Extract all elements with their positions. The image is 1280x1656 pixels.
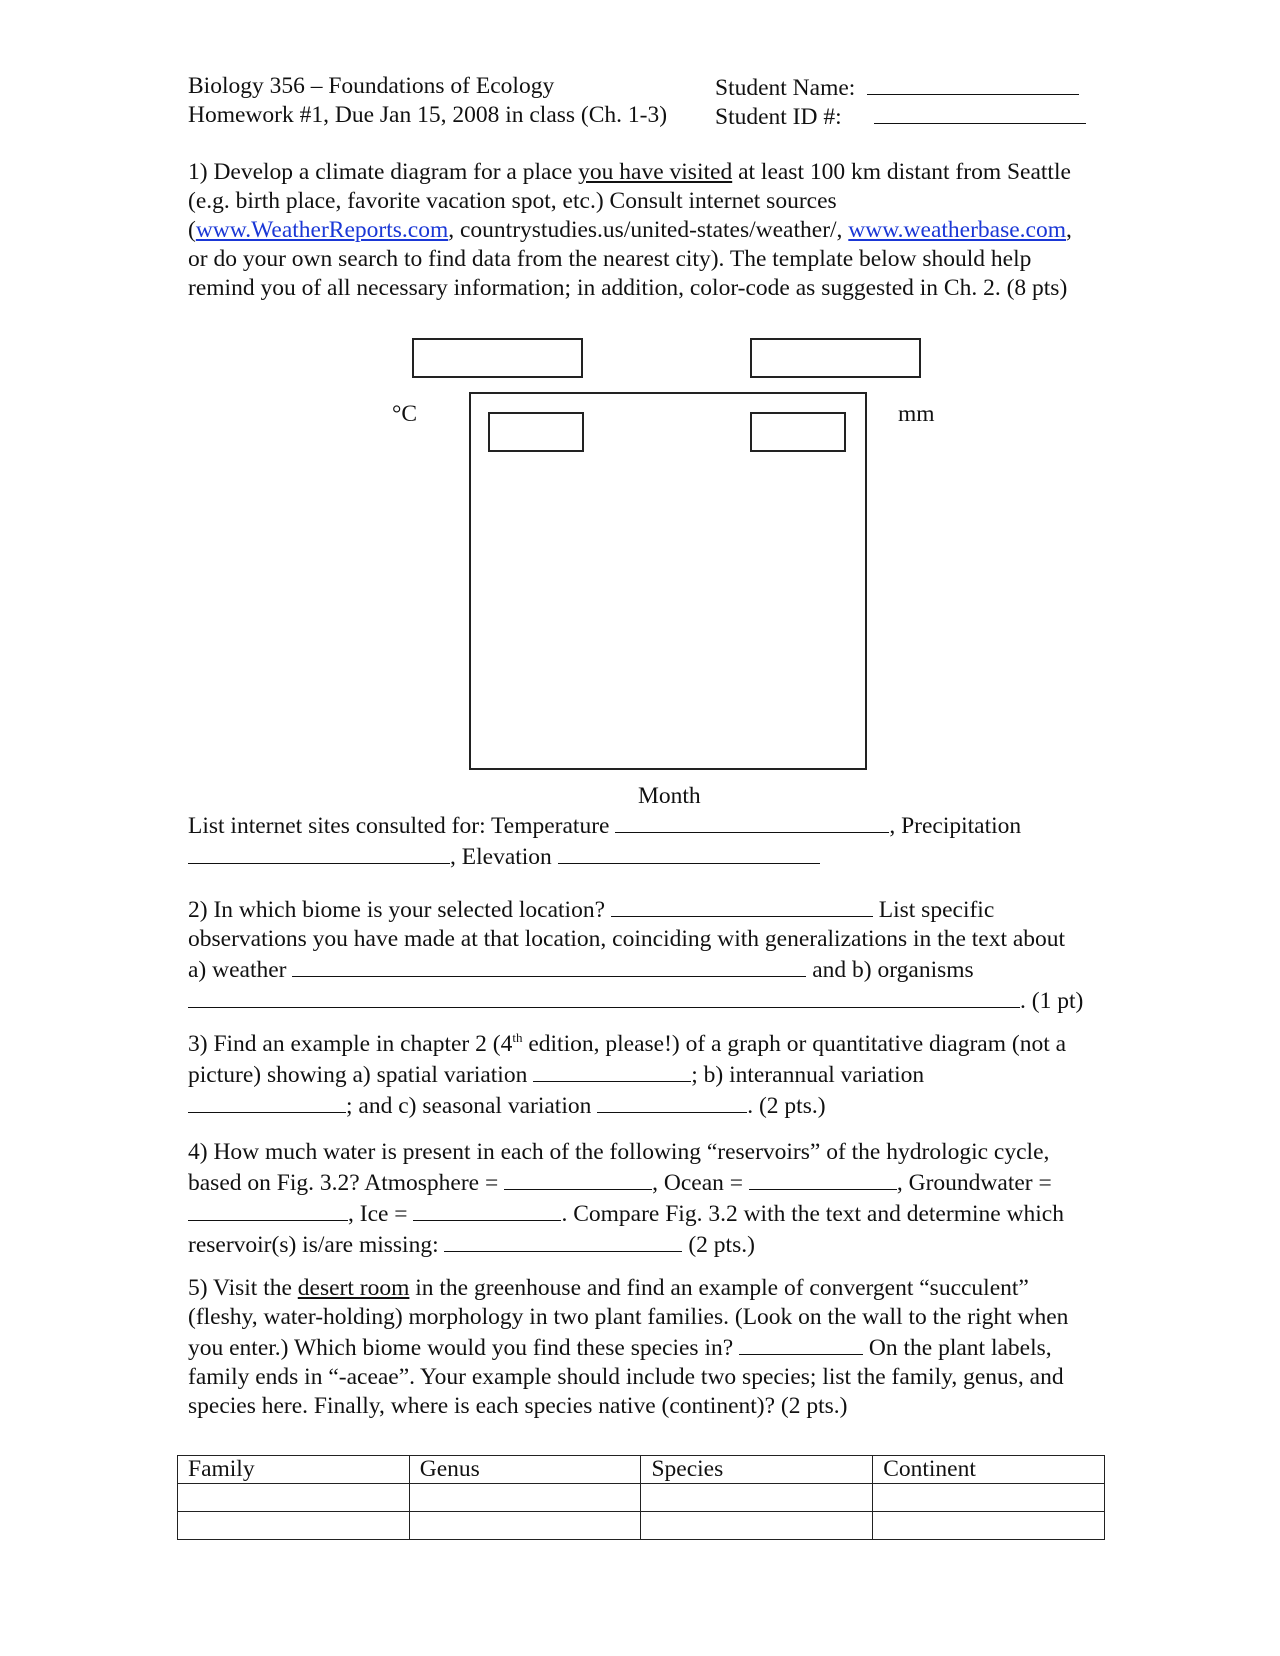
table-header-species: Species: [641, 1456, 873, 1484]
student-info: [715, 72, 1086, 130]
homework-page: [188, 72, 1088, 1482]
homework-title: Homework #1, Due Jan 15, 2008 in class (Ch. 1-3): [188, 102, 668, 128]
ocean-field[interactable]: [749, 1167, 897, 1190]
q4-text-2: , Ocean =: [652, 1170, 749, 1196]
student-name-label: Student Name:: [715, 75, 856, 101]
interannual-variation-field[interactable]: [188, 1090, 346, 1113]
question-5: [188, 1274, 1088, 1421]
table-cell[interactable]: [178, 1512, 410, 1540]
sites-text-2: , Precipitation: [889, 813, 1022, 839]
weather-field[interactable]: [292, 954, 806, 977]
question-4: [188, 1138, 1088, 1260]
course-info: [188, 72, 667, 130]
weatherbase-link[interactable]: www.weatherbase.com: [848, 217, 1067, 243]
student-id-field[interactable]: [874, 101, 1086, 124]
biome-field[interactable]: [611, 894, 873, 917]
ice-field[interactable]: [413, 1198, 561, 1221]
q2-text-4: . (1 pt): [1020, 988, 1084, 1014]
q3-text-5: . (2 pts.): [747, 1093, 826, 1119]
question-1: [188, 158, 1088, 303]
table-header-continent: Continent: [873, 1456, 1105, 1484]
header: [188, 72, 1088, 130]
q4-text-3: , Groundwater =: [896, 1170, 1052, 1196]
organisms-field[interactable]: [188, 985, 1020, 1008]
table-header-row: [178, 1456, 1105, 1484]
course-title: Biology 356 – Foundations of Ecology: [188, 73, 555, 99]
q1-text-3: , countrystudies.us/united-states/weather/,: [448, 217, 849, 243]
sites-consulted: [188, 810, 1088, 872]
q4-text: 4) How much water is present in each of the following “reservoirs” of the hydrologic cycle, based on Fig. 3.2? Atmosphere =: [188, 1139, 1050, 1196]
month-axis-label: Month: [638, 783, 701, 809]
q2-text-2: List specific observations you have made at that location, coinciding with generalizations in the text about a) weather: [188, 897, 1066, 983]
q1-text-4: , or do your own search to find data from the nearest city). The template below should help remind you of all necessary information; in addition, color-code as suggested in Ch. 2. (8 pts): [188, 217, 1072, 301]
table-cell[interactable]: [641, 1512, 873, 1540]
q2-text: 2) In which biome is your selected location?: [188, 897, 611, 923]
q5-text-2: in the greenhouse and find an example of convergent “succulent” (fleshy, water-holding) morphology in two plant families. (Look on the wall to the right when you enter.) Which biome would you find these species in?: [188, 1275, 1069, 1361]
q3-text-4: ; and c) seasonal variation: [346, 1093, 598, 1119]
question-2: [188, 894, 1088, 1016]
q5-text: 5) Visit the: [188, 1275, 298, 1301]
table-cell[interactable]: [409, 1484, 641, 1512]
table-cell[interactable]: [178, 1484, 410, 1512]
q4-text-6: (2 pts.): [682, 1232, 755, 1258]
elevation-site-field[interactable]: [558, 841, 820, 864]
location-name-box[interactable]: [412, 338, 583, 378]
seasonal-variation-field[interactable]: [597, 1090, 747, 1113]
table-header-family: Family: [178, 1456, 410, 1484]
table-cell[interactable]: [873, 1512, 1105, 1540]
table-row: [178, 1512, 1105, 1540]
q2-text-3: and b) organisms: [806, 957, 974, 983]
groundwater-field[interactable]: [188, 1198, 348, 1221]
total-precip-box[interactable]: [750, 412, 846, 452]
celsius-label: °C: [392, 401, 418, 427]
precipitation-site-field[interactable]: [188, 841, 450, 864]
elevation-box[interactable]: [750, 338, 921, 378]
table-row: [178, 1484, 1105, 1512]
q4-text-5: . Compare Fig. 3.2 with the text and determine which reservoir(s) is/are missing:: [188, 1201, 1064, 1258]
table-cell[interactable]: [641, 1484, 873, 1512]
desert-biome-field[interactable]: [739, 1332, 863, 1355]
q3-text-3: ; b) interannual variation: [691, 1062, 925, 1088]
q3-text: 3) Find an example in chapter 2 (4: [188, 1031, 513, 1057]
sites-text: List internet sites consulted for: Temperature: [188, 813, 616, 839]
q1-visited: you have visited: [578, 159, 733, 185]
plant-table: [177, 1455, 1105, 1540]
q5-desert-room: desert room: [297, 1275, 410, 1301]
temperature-site-field[interactable]: [615, 810, 889, 833]
table-cell[interactable]: [873, 1484, 1105, 1512]
atmosphere-field[interactable]: [504, 1167, 652, 1190]
q4-text-4: , Ice =: [348, 1201, 414, 1227]
q1-text: 1) Develop a climate diagram for a place: [188, 159, 579, 185]
spatial-variation-field[interactable]: [533, 1059, 691, 1082]
weatherreports-link[interactable]: www.WeatherReports.com: [195, 217, 449, 243]
q3-sup: th: [512, 1030, 523, 1045]
q1-text-2: at least 100 km distant from Seattle (e.g. birth place, favorite vacation spot, etc.) Consult internet sources (: [188, 159, 1071, 243]
q3-text-2: edition, please!) of a graph or quantitative diagram (not a picture) showing a) spatial variation: [188, 1031, 1067, 1088]
q5-text-3: On the plant labels, family ends in “-aceae”. Your example should include two species; list the family, genus, and species here. Finally, where is each species native (continent)? (2 pts.): [188, 1335, 1064, 1419]
question-3: [188, 1030, 1088, 1121]
student-name-field[interactable]: [867, 72, 1079, 95]
sites-text-3: , Elevation: [450, 844, 558, 870]
missing-reservoir-field[interactable]: [444, 1229, 682, 1252]
table-cell[interactable]: [409, 1512, 641, 1540]
student-id-label: Student ID #:: [715, 104, 842, 130]
mean-temp-box[interactable]: [488, 412, 584, 452]
mm-label: mm: [898, 401, 935, 427]
table-header-genus: Genus: [409, 1456, 641, 1484]
